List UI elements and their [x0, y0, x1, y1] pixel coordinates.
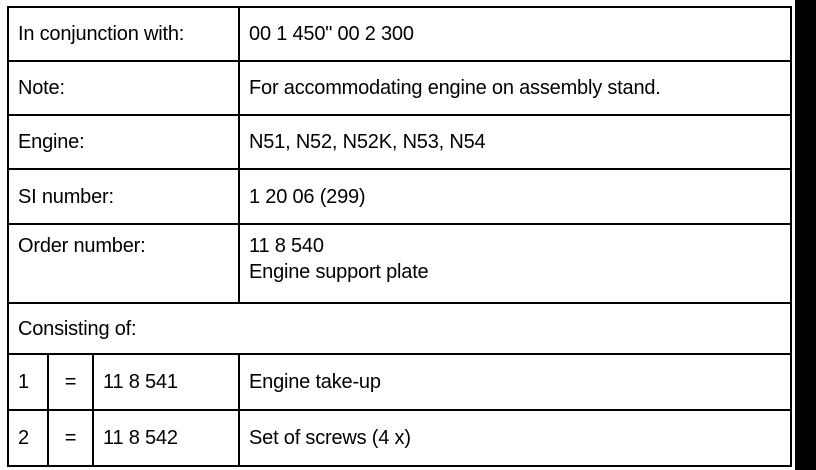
- order-number-code: 11 8 540: [249, 235, 324, 257]
- part-description: Set of screws (4 x): [239, 410, 791, 466]
- row-consisting-of: [8, 303, 791, 354]
- order-number-label: Order number:: [8, 224, 239, 303]
- order-number-value: [239, 224, 791, 303]
- part-index: 1: [8, 354, 48, 410]
- part-index: 2: [8, 410, 48, 466]
- equals-sign: =: [48, 354, 93, 410]
- si-number-label: SI number:: [8, 169, 239, 224]
- engine-label: Engine:: [8, 115, 239, 169]
- row-si-number: [8, 169, 791, 224]
- row-order-number: [8, 224, 791, 303]
- table-row: [8, 354, 791, 410]
- in-conjunction-with-value: 00 1 450" 00 2 300: [239, 7, 791, 61]
- si-number-value: 1 20 06 (299): [239, 169, 791, 224]
- page-edge-bar: [795, 0, 816, 470]
- consisting-of-label: Consisting of:: [8, 303, 791, 354]
- part-description: Engine take-up: [239, 354, 791, 410]
- engine-value: N51, N52, N52K, N53, N54: [239, 115, 791, 169]
- table-row: [8, 410, 791, 466]
- order-number-description: Engine support plate: [249, 261, 429, 283]
- note-value: For accommodating engine on assembly stand.: [239, 61, 791, 115]
- row-in-conjunction-with: [8, 7, 791, 61]
- note-label: Note:: [8, 61, 239, 115]
- part-number: 11 8 541: [93, 354, 239, 410]
- row-note: [8, 61, 791, 115]
- row-engine: [8, 115, 791, 169]
- in-conjunction-with-label: In conjunction with:: [8, 7, 239, 61]
- special-tool-info-table: [7, 6, 792, 467]
- equals-sign: =: [48, 410, 93, 466]
- part-number: 11 8 542: [93, 410, 239, 466]
